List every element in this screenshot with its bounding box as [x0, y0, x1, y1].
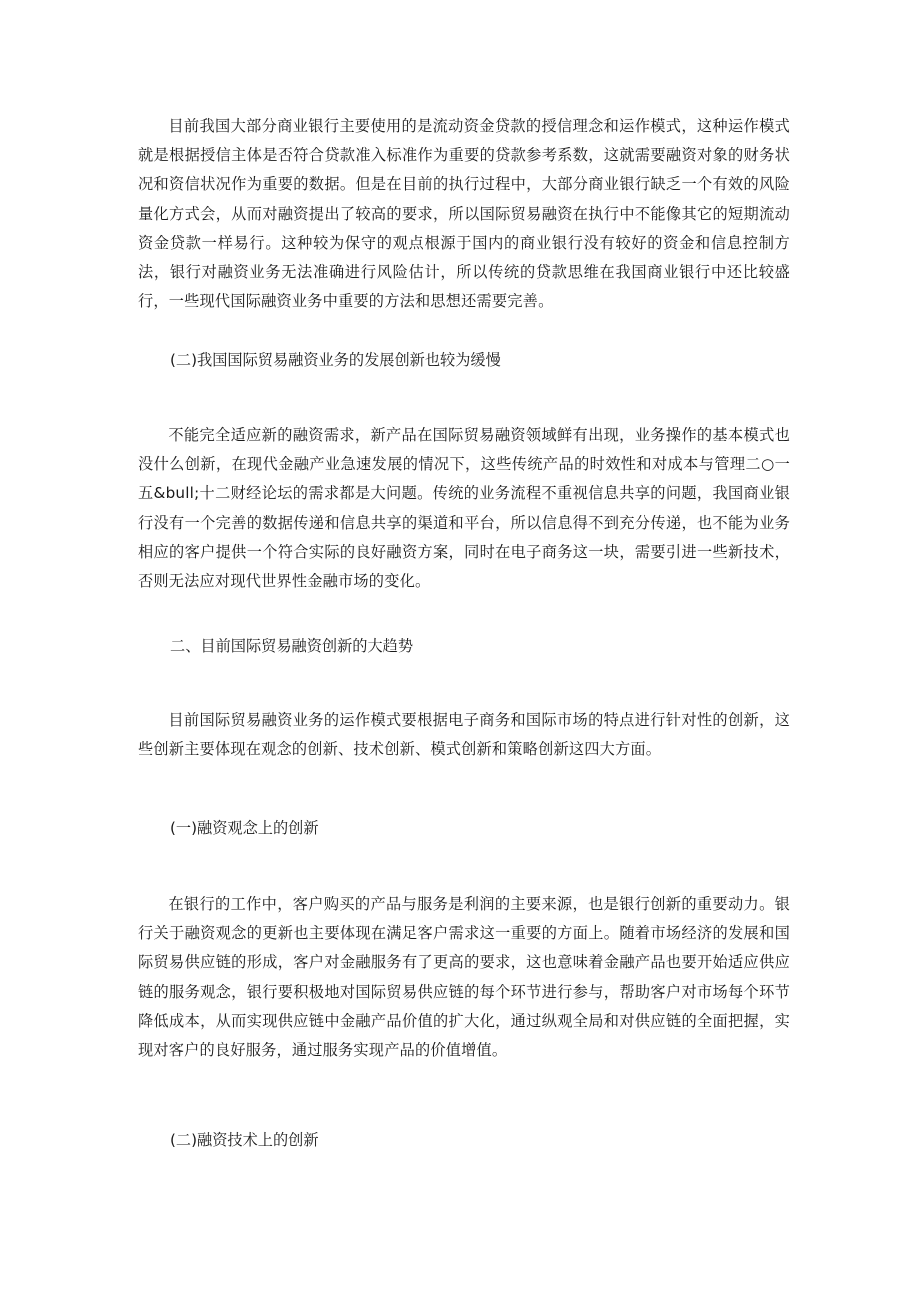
heading-slow-innovation: (二)我国国际贸易融资业务的发展创新也较为缓慢	[170, 351, 501, 369]
heading-trend: 二、目前国际贸易融资创新的大趋势	[170, 637, 413, 655]
heading-technology-innovation: (二)融资技术上的创新	[170, 1131, 319, 1149]
paragraph-customer-service: 在银行的工作中，客户购买的产品与服务是利润的主要来源，也是银行创新的重要动力。银行关于融资观念的更新也主要体现在满足客户需求这一重要的方面上。随着市场经济的发展和国际贸易供应链的形成，客户对金融服务有了更高的要求，这也意味着金融产品也要开始适应供应链的服务观念，银行要积极地对国际贸易供应链的每个环节进行参与，帮助客户对市场每个环节降低成本，从而实现供应链中金融产品价值的扩大化，通过纵观全局和对供应链的全面把握，实现对客户的良好服务，通过服务实现产品的价值增值。	[138, 895, 790, 1060]
paragraph-new-demand: 不能完全适应新的融资需求，新产品在国际贸易融资领域鲜有出现，业务操作的基本模式也没什么创新，在现代金融产业急速发展的情况下，这些传统产品的时效性和对成本与管理二○一五&bull;十二财经论坛的需求都是大问题。传统的业务流程不重视信息共享的问题，我国商业银行没有一个完善的数据传递和信息共享的渠道和平台，所以信息得不到充分传递，也不能为业务相应的客户提供一个符合实际的良好融资方案，同时在电子商务这一块，需要引进一些新技术，否则无法应对现代世界性金融市场的变化。	[138, 426, 790, 591]
paragraph-credit-model: 目前我国大部分商业银行主要使用的是流动资金贷款的授信理念和运作模式，这种运作模式就是根据授信主体是否符合贷款准入标准作为重要的贷款参考系数，这就需要融资对象的财务状况和资信状况作为重要的数据。但是在目前的执行过程中，大部分商业银行缺乏一个有效的风险量化方式会，从而对融资提出了较高的要求，所以国际贸易融资在执行中不能像其它的短期流动资金贷款一样易行。这种较为保守的观点根源于国内的商业银行没有较好的资金和信息控制方法，银行对融资业务无法准确进行风险估计，所以传统的贷款思维在我国商业银行中还比较盛行，一些现代国际融资业务中重要的方法和思想还需要完善。	[138, 117, 790, 311]
paragraph-four-aspects: 目前国际贸易融资业务的运作模式要根据电子商务和国际市场的特点进行针对性的创新，这些创新主要体现在观念的创新、技术创新、模式创新和策略创新这四大方面。	[138, 711, 790, 759]
heading-concept-innovation: (一)融资观念上的创新	[170, 819, 319, 837]
